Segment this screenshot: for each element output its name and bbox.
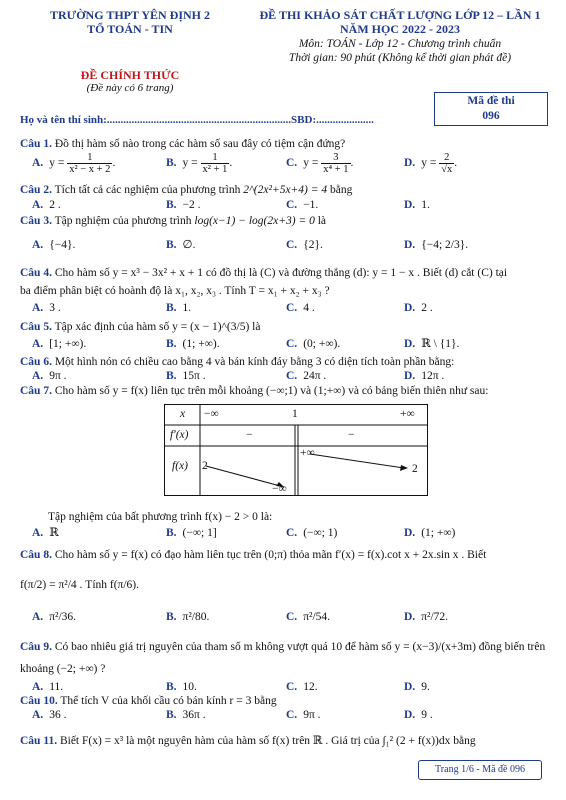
q6-option-b: B. 15π . [166,370,206,382]
question-2: Câu 2. Tích tất cả các nghiệm của phương trình 2^(2x²+5x+4) = 4 bằng [20,184,353,196]
question-4: Câu 4. Cho hàm số y = x³ − 3x² + x + 1 có đồ thị là (C) và đường thẳng (d): y = 1 − x . Biết (d) cắt (C) tại [20,267,508,279]
time-line: Thời gian: 90 phút (Không kể thời gian phát đề) [288,52,512,64]
question-8: Câu 8. Cho hàm số y = f(x) có đạo hàm liên tục trên (0;π) thỏa mãn f′(x) = f(x).cot x + 2x.sin x . Biết [20,549,487,561]
variation-table [164,404,428,496]
q10-option-d: D. 9 . [404,709,433,721]
q5-option-d: D. ℝ \ {1}. [404,338,460,350]
bbt-x-label: x [180,408,186,420]
q1-option-a: A. y = $\frac{1}{\text{x² − x + 2}}$ . [32,152,116,175]
page-count: (Đề này có 6 trang) [86,82,174,94]
q6-option-c: C. 24π . [286,370,327,382]
q7-option-b: B. (−∞; 1] [166,527,217,539]
q5-option-b: B. (1; +∞). [166,338,220,350]
department: TỔ TOÁN - TIN [87,22,173,36]
q4-option-a: A. 3 . [32,302,61,314]
exam-code-label: Mã đề thi [467,95,515,107]
q7-option-d: D. (1; +∞) [404,527,456,539]
official-label: ĐỀ CHÍNH THỨC [80,68,180,82]
subject-line: Môn: TOÁN - Lớp 12 - Chương trình chuẩn [298,38,502,50]
bbt-f-right-top: +∞ [300,447,315,459]
q8-option-d: D. π²/72. [404,611,449,623]
bbt-fprime-label: f′(x) [170,429,189,441]
school-name: TRƯỜNG THPT YÊN ĐỊNH 2 [49,8,211,22]
q10-option-c: C. 9π . [286,709,321,721]
q6-option-d: D. 12π . [404,370,445,382]
bbt-f-left-top: 2 [202,460,208,472]
q2-option-b: B. −2 . [166,199,201,211]
bbt-x-right: +∞ [400,408,415,420]
q4-option-c: C. 4 . [286,302,315,314]
q1-option-c: C. y = $\frac{3}{\text{x⁴ + 1}}$ . [286,152,354,175]
exam-title: ĐỀ THI KHẢO SÁT CHẤT LƯỢNG LỚP 12 – LẦN 1 [259,8,541,22]
q6-option-a: A. 9π . [32,370,67,382]
question-1: Câu 1. Đồ thị hàm số nào trong các hàm số sau đây có tiệm cận đứng? [20,138,346,150]
q2-option-c: C. −1. [286,199,319,211]
bbt-f-right-bottom: 2 [412,463,418,475]
page-footer: Trang 1/6 - Mã đề 096 [418,760,542,780]
bbt-f-left-bottom: −∞ [272,483,287,495]
q3-option-a: A. {−4}. [32,239,76,251]
q3-option-d: D. {−4; 2/3}. [404,239,469,251]
question-5: Câu 5. Tập xác định của hàm số y = (x − 1)^(3/5) là [20,321,261,333]
bbt-f-label: f(x) [172,460,188,472]
q9-option-a: A. 11. [32,681,64,693]
q2-option-a: A. 2 . [32,199,61,211]
bbt-fprime-left: − [246,429,253,441]
question-8-line-2: f(π/2) = π²/4 . Tính f(π/6). [20,579,140,591]
candidate-line: Họ và tên thí sinh:...................................................................SBD:..................... [20,114,374,126]
q10-option-a: A. 36 . [32,709,67,721]
question-6: Câu 6. Một hình nón có chiều cao bằng 4 và bán kính đáy bằng 3 có diện tích toàn phần bằng: [20,356,455,368]
question-11: Câu 11. Biết F(x) = x³ là một nguyên hàm của hàm số f(x) trên ℝ . Giá trị của ∫₁² (2 + f(x))dx bằng [20,735,476,747]
q4-option-b: B. 1. [166,302,192,314]
q9-option-c: C. 12. [286,681,318,693]
bbt-x-left: −∞ [204,408,219,420]
q8-option-b: B. π²/80. [166,611,210,623]
question-4-line-2: ba điểm phân biệt có hoành độ là x₁, x₂, x₃ . Tính T = x₁ + x₂ + x₃ ? [20,285,330,297]
q9-option-d: D. 9. [404,681,430,693]
exam-code-box [434,92,548,126]
q3-option-b: B. ∅. [166,239,196,251]
q8-option-c: C. π²/54. [286,611,331,623]
q5-option-a: A. [1; +∞). [32,338,87,350]
q1-option-b: B. y = $\frac{1}{\text{x² + 1}}$ . [166,152,233,175]
q1-option-d: D. y = $\frac{2}{√x}$ . [404,152,458,175]
q4-option-d: D. 2 . [404,302,433,314]
q2-option-d: D. 1. [404,199,430,211]
q9-option-b: B. 10. [166,681,197,693]
q10-option-b: B. 36π . [166,709,206,721]
school-year: NĂM HỌC 2022 - 2023 [340,22,460,36]
q7-option-a: A. ℝ [32,527,59,539]
question-3: Câu 3. Tập nghiệm của phương trình log(x−1) − log(2x+3) = 0 là [20,215,327,227]
question-7-line-2: Tập nghiệm của bất phương trình f(x) − 2 > 0 là: [48,511,273,523]
q3-option-c: C. {2}. [286,239,323,251]
question-7: Câu 7. Cho hàm số y = f(x) liên tục trên mỗi khoảng (−∞;1) và (1;+∞) và có bảng biến thiên như sau: [20,385,489,397]
question-10: Câu 10. Thể tích V của khối cầu có bán kính r = 3 bằng [20,695,277,707]
bbt-fprime-right: − [348,429,355,441]
q8-option-a: A. π²/36. [32,611,77,623]
question-9: Câu 9. Có bao nhiêu giá trị nguyên của tham số m không vượt quá 10 để hàm số y = (x−3)/(x+3m) đồng biến trên [20,641,546,653]
question-9-line-2: khoảng (−2; +∞) ? [20,663,106,675]
bbt-x-mid: 1 [292,408,298,420]
q5-option-c: C. (0; +∞). [286,338,341,350]
q7-option-c: C. (−∞; 1) [286,527,338,539]
exam-code: 096 [482,110,500,122]
